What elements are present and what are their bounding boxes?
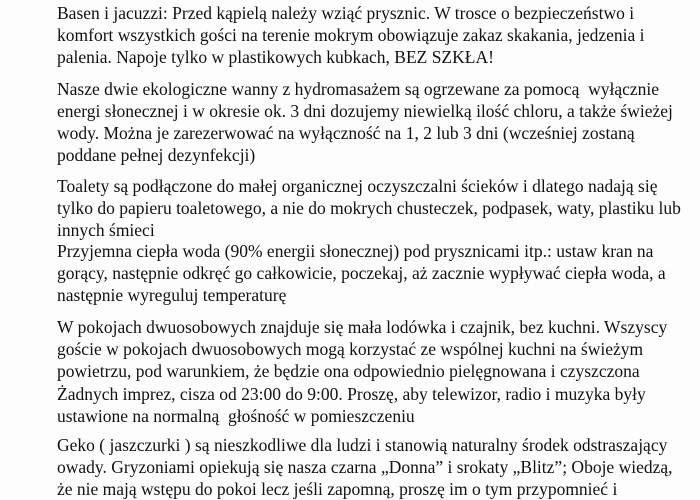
text-line: powietrzu, pod warunkiem, że będzie ona odpowiednio pielęgnowana i czyszczona (57, 361, 640, 381)
text-line: komfort wszystkich gości na terenie mokrym obowiązuje zakaz skakania, jedzenia i (57, 25, 645, 45)
hot-water-paragraph (57, 240, 687, 306)
text-line: Basen i jacuzzi: Przed kąpielą należy wziąć prysznic. W trosce o bezpieczeństwo i (57, 3, 635, 23)
pool-rules-paragraph (57, 2, 687, 68)
text-line: goście w pokojach dwuosobowych mogą korzystać ze wspólnej kuchni na świeżym (57, 339, 644, 359)
text-line: owady. Gryzoniami opiekują się nasza czarna „Donna” i srokaty „Blitz”; Oboje wiedzą, (57, 457, 673, 477)
text-line: następnie wyreguluj temperaturę (57, 285, 287, 305)
text-line: poddane pełnej dezynfekcji) (57, 145, 256, 165)
text-line: Nasze dwie ekologiczne wanny z hydromasażem są ogrzewane za pomocą wyłącznie (57, 79, 660, 99)
text-line: że nie mają wstępu do pokoi lecz jeśli zapomną, proszę im o tym przypomnieć i (57, 479, 618, 499)
text-line: Żadnych imprez, cisza od 23:00 do 9:00. Proszę, aby telewizor, radio i muzyka były (57, 384, 646, 404)
text-line: energi słonecznej i w okresie ok. 3 dni dozujemy niewielką ilość chloru, a także świeżej (57, 101, 673, 121)
text-line: innych śmieci (57, 220, 155, 240)
text-line: Przyjemna ciepła woda (90% energii słonecznej) pod prysznicami itp.: ustaw kran na (57, 241, 654, 261)
text-line: palenia. Napoje tylko w plastikowych kubkach, BEZ SZKŁA! (57, 47, 494, 67)
quiet-hours-paragraph (57, 383, 687, 427)
toilets-paragraph (57, 175, 687, 241)
text-line: ustawione na normalną głośność w pomieszczeniu (57, 406, 415, 426)
hot-tubs-paragraph (57, 78, 687, 166)
text-line: W pokojach dwuosobowych znajduje się mała lodówka i czajnik, bez kuchni. Wszyscy (57, 317, 668, 337)
text-line: tylko do papieru toaletowego, a nie do mokrych chusteczek, podpasek, waty, plastiku lub (57, 198, 681, 218)
text-line: Geko ( jaszczurki ) są nieszkodliwe dla ludzi i stanowią naturalny środek odstraszający (57, 435, 668, 455)
text-line: Toalety są podłączone do małej organicznej oczyszczalni ścieków i dlatego nadają się (57, 176, 658, 196)
text-line: gorący, następnie odkręć go całkowicie, poczekaj, aż zacznie wypływać ciepła woda, a (57, 263, 666, 283)
rooms-kitchen-paragraph (57, 316, 687, 382)
text-line: wody. Można je zarezerwować na wyłączność na 1, 2 lub 3 dni (wcześniej zostaną (57, 123, 635, 143)
animals-paragraph (57, 434, 687, 500)
